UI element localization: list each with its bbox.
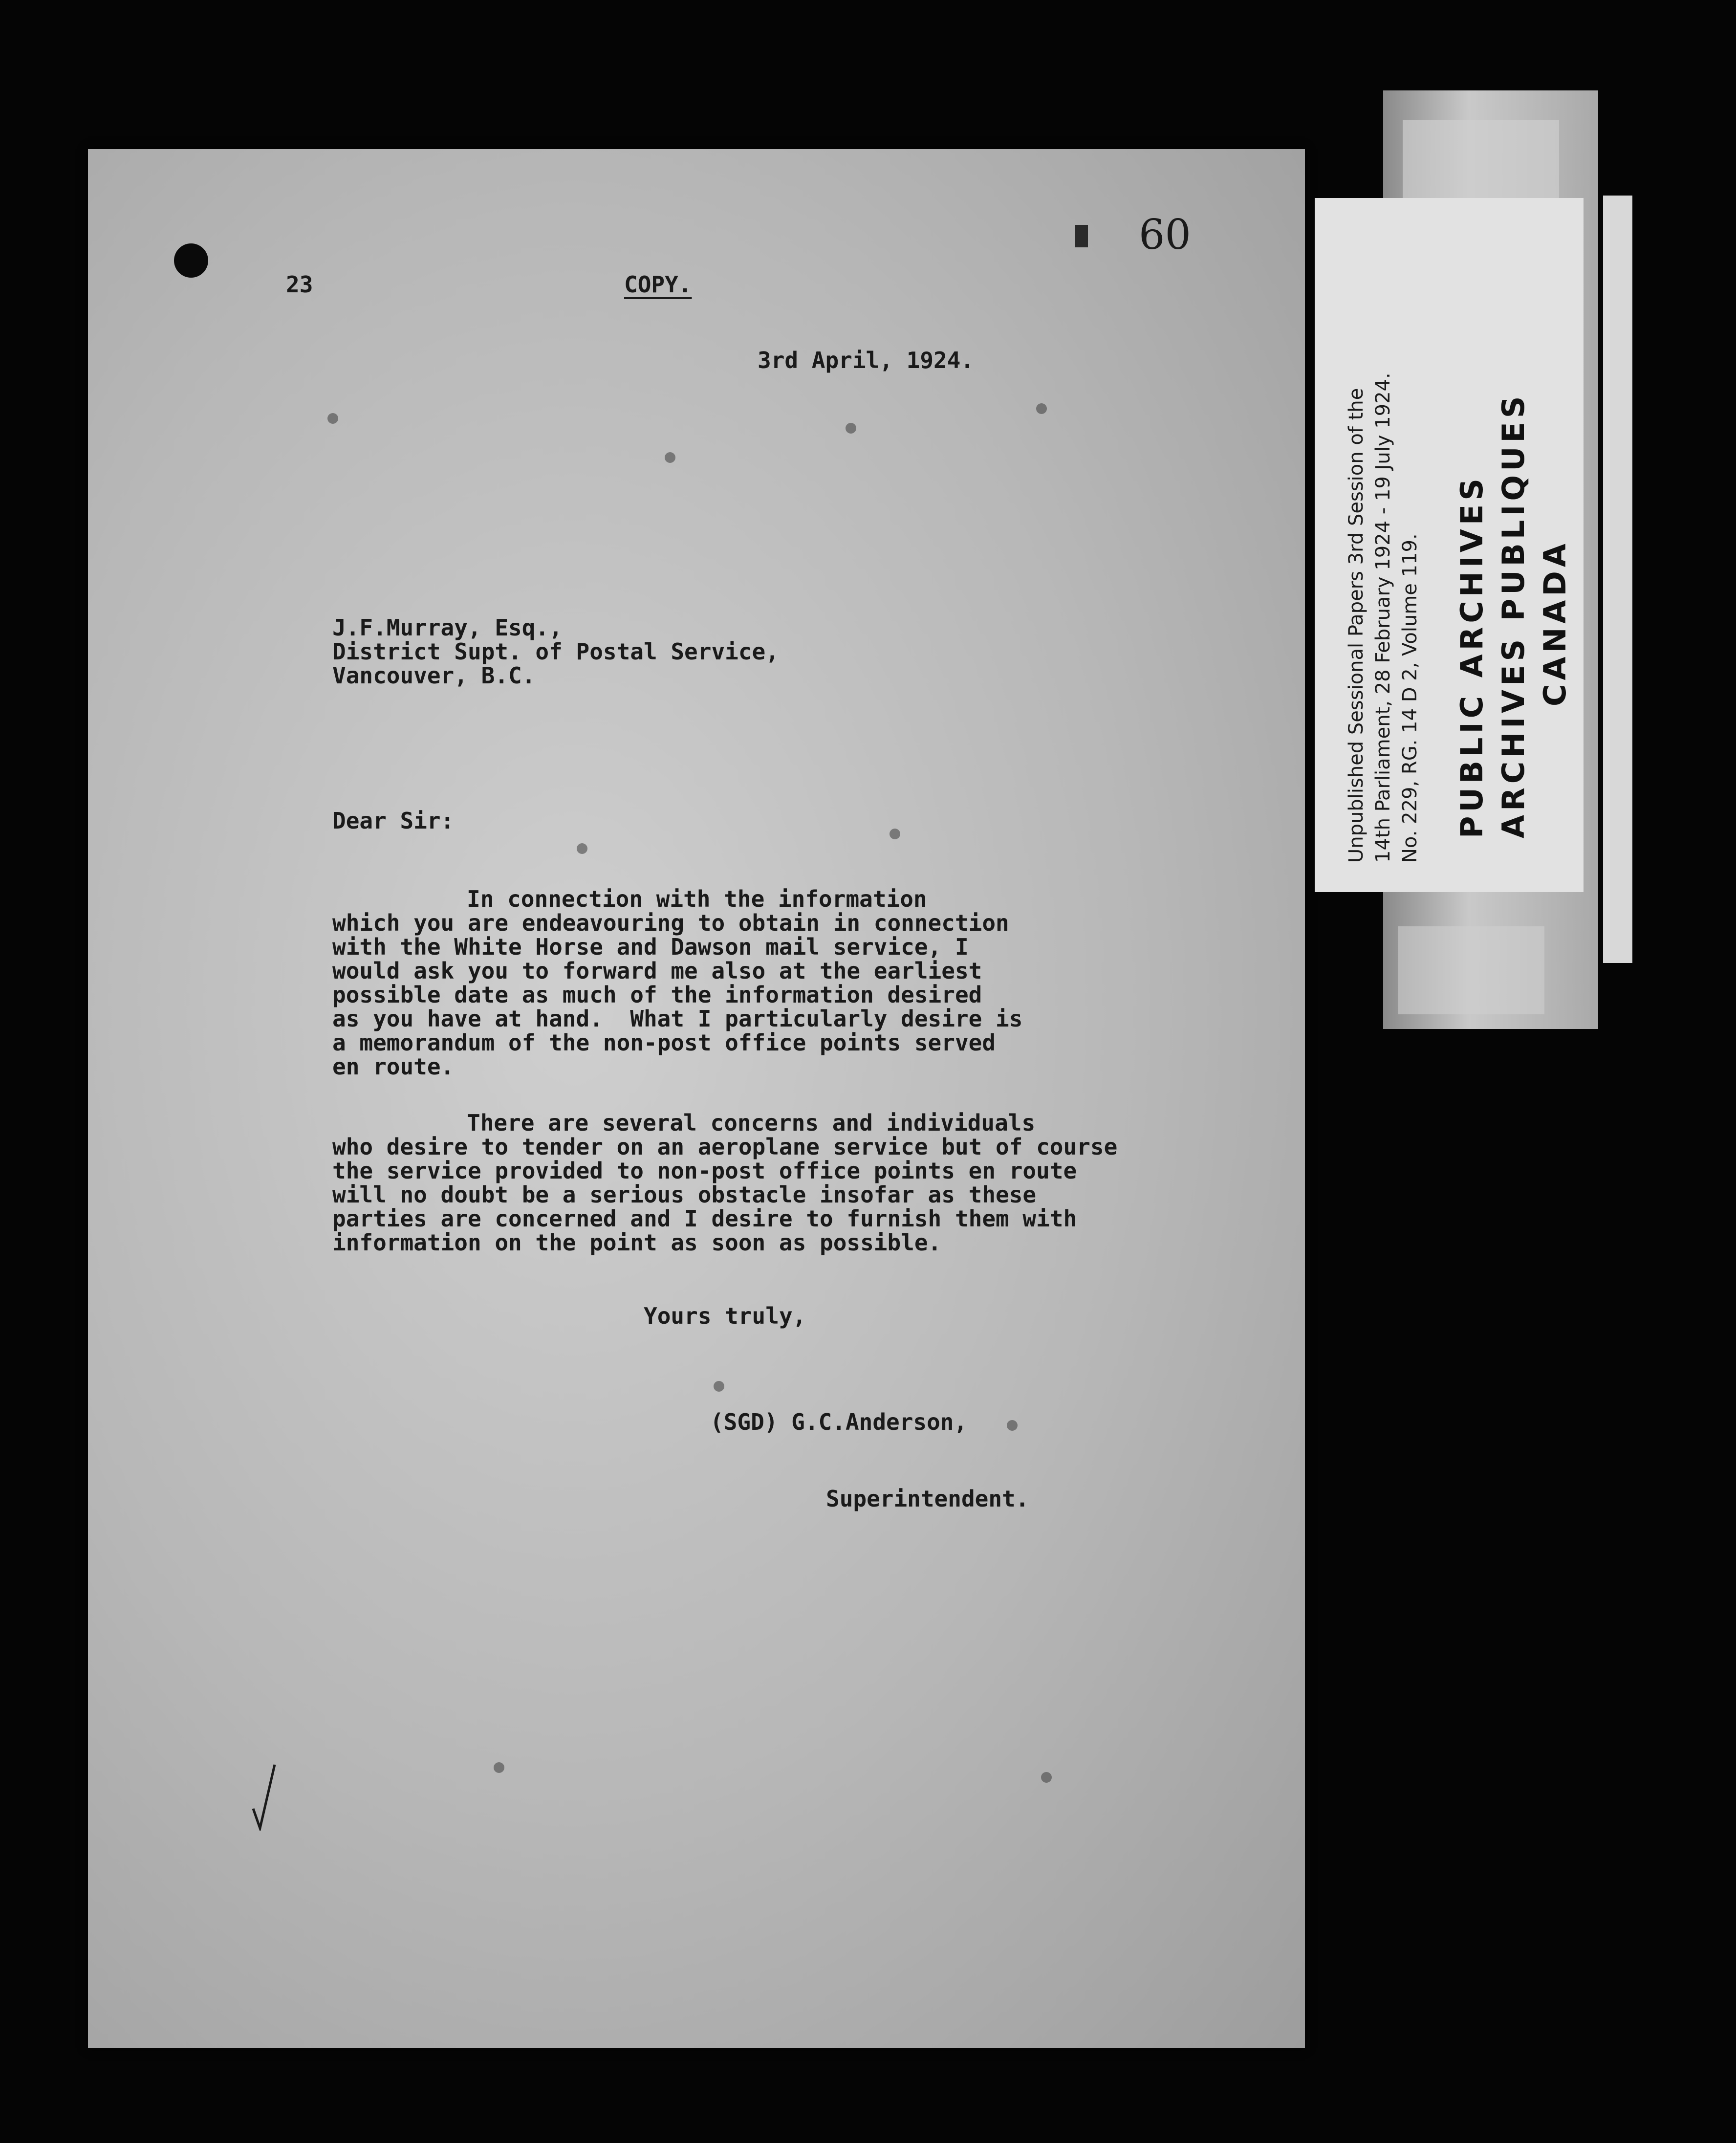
paragraph-line: parties are concerned and I desire to furnish them with (332, 1205, 1077, 1232)
paper-speck (846, 423, 856, 434)
signature: (SGD) G.C.Anderson, (710, 1409, 968, 1435)
paper-speck (714, 1381, 724, 1392)
paragraph-line: who desire to tender on an aeroplane service but of course (332, 1134, 1118, 1160)
paragraph-line: the service provided to non-post office points en route (332, 1158, 1077, 1184)
handwritten-line: 14th Parliament, 28 February 1924 - 19 July 1924. (1372, 372, 1394, 863)
paragraph-line: will no doubt be a serious obstacle insofar as these (332, 1181, 1037, 1208)
punch-hole (174, 243, 208, 278)
paper-speck (890, 829, 900, 839)
paragraph-line: would ask you to forward me also at the earliest (332, 958, 982, 984)
page-number-mark (1075, 225, 1088, 247)
letter-sheet (88, 149, 1305, 2048)
archive-label-card (1315, 198, 1584, 892)
archive-label-band (1603, 196, 1632, 963)
paragraph-line: as you have at hand. What I particularly desire is (332, 1006, 1023, 1032)
page-number: 60 (1139, 211, 1191, 259)
copy-heading: COPY. (624, 271, 692, 298)
handwritten-line: No. 229, RG. 14 D 2, Volume 119. (1399, 533, 1421, 863)
salutation: Dear Sir: (332, 808, 455, 834)
paragraph-line: In connection with the information (467, 886, 927, 912)
recipient-line: District Supt. of Postal Service, (332, 638, 779, 665)
paragraph-line: which you are endeavouring to obtain in connection (332, 910, 1009, 936)
check-mark-icon (249, 1762, 279, 1831)
signatory-title: Superintendent. (826, 1486, 1029, 1512)
paper-speck (665, 452, 675, 463)
paper-speck (1007, 1420, 1018, 1431)
archive-stamp-line: CANADA (1537, 540, 1573, 706)
recipient-line: J.F.Murray, Esq., (332, 614, 563, 641)
paragraph-line: There are several concerns and individuals (467, 1110, 1036, 1136)
closing: Yours truly, (644, 1303, 806, 1329)
archive-label-rotated-content (1315, 198, 1584, 892)
paper-speck (327, 413, 338, 424)
recipient-line: Vancouver, B.C. (332, 662, 536, 689)
handwritten-line: Unpublished Sessional Papers 3rd Session of the (1345, 388, 1367, 863)
paragraph-line: information on the point as soon as possible. (332, 1229, 942, 1256)
paper-speck (1036, 403, 1047, 414)
paper-speck (494, 1762, 504, 1773)
paragraph-line: en route. (332, 1053, 455, 1080)
paper-speck (577, 843, 587, 854)
paragraph-line: a memorandum of the non-post office points served (332, 1029, 996, 1056)
letter-date: 3rd April, 1924. (758, 347, 975, 373)
archive-stamp-line: ARCHIVES PUBLIQUES (1496, 392, 1531, 838)
paper-speck (1041, 1772, 1052, 1783)
paragraph-line: with the White Horse and Dawson mail service, I (332, 934, 969, 960)
folio-number: 23 (286, 271, 313, 298)
paragraph-line: possible date as much of the information desired (332, 982, 982, 1008)
archive-stamp-line: PUBLIC ARCHIVES (1454, 475, 1490, 838)
